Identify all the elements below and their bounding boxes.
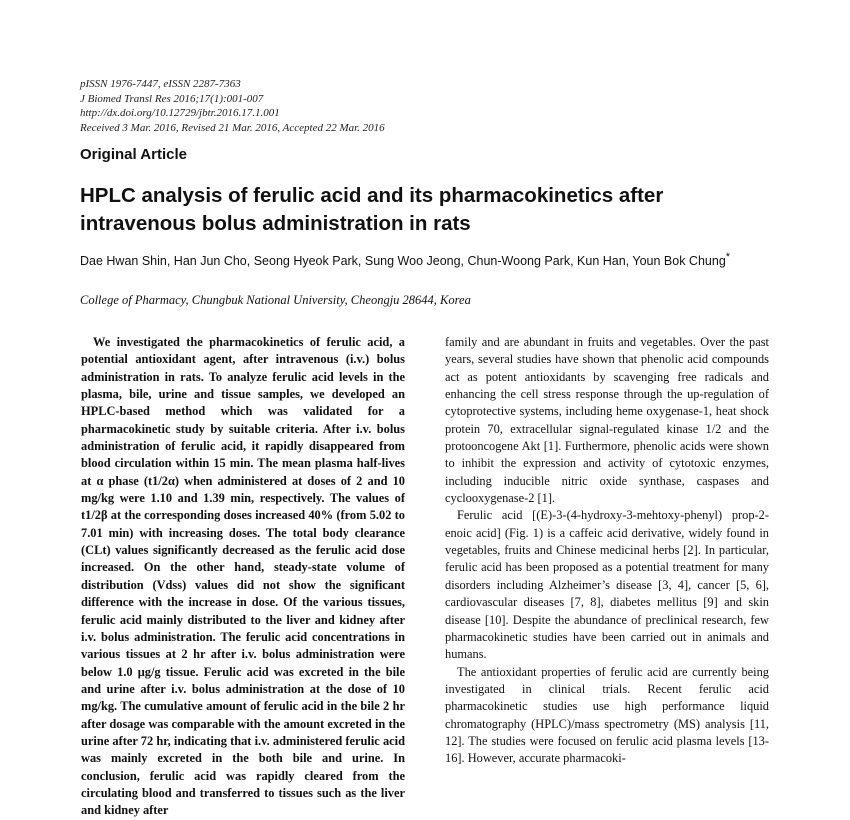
abstract-column bbox=[81, 334, 405, 820]
body-column bbox=[445, 334, 769, 768]
journal-citation: J Biomed Transl Res 2016;17(1):001-007 bbox=[80, 92, 264, 105]
affiliation: College of Pharmacy, Chungbuk National University, Cheongju 28644, Korea bbox=[80, 293, 471, 307]
publication-meta bbox=[80, 77, 385, 135]
doi-link[interactable]: http://dx.doi.org/10.12729/jbtr.2016.17.1.001 bbox=[80, 107, 280, 119]
paper-title: HPLC analysis of ferulic acid and its pharmacokinetics after intravenous bolus administration in rats bbox=[80, 184, 664, 235]
issn-line: pISSN 1976-7447, eISSN 2287-7363 bbox=[80, 78, 241, 90]
article-type: Original Article bbox=[80, 146, 187, 163]
authors-text: Dae Hwan Shin, Han Jun Cho, Seong Hyeok Park, Sung Woo Jeong, Chun-Woong Park, Kun Han, Youn Bok Chung bbox=[80, 254, 726, 268]
received-dates: Received 3 Mar. 2016, Revised 21 Mar. 2016, Accepted 22 Mar. 2016 bbox=[80, 121, 385, 134]
corresponding-author-mark: * bbox=[725, 251, 731, 263]
author-list bbox=[80, 251, 780, 268]
body-paragraph-1: family and are abundant in fruits and vegetables. Over the past years, several studies have shown that phenolic acid compounds act as potent antioxidants by scavenging free radicals and enhancing the cell stress response through the up-regulation of cytoprotective systems, including heme oxygenase-1, heat shock protein 70, extracellular signal-regulated kinase 1/2 and the protooncogene Akt [1]. Furthermore, phenolic acids were shown to inhibit the expression and activity of cytotoxic enzymes, including inducible nitric oxide synthase, caspases and cyclooxygenase-2 [1]. bbox=[445, 335, 769, 506]
body-paragraph-3: The antioxidant properties of ferulic acid are currently being investigated in clinical trials. Recent ferulic acid pharmacokinetic studies use high performance liquid chromatography (HPLC)/mass spectrometry (MS) analysis [11, 12]. The studies were focused on ferulic acid plasma levels [13-16]. However, accurate pharmacoki- bbox=[445, 664, 769, 766]
abstract-text: We investigated the pharmacokinetics of ferulic acid, a potential antioxidant agent, after intravenous (i.v.) bolus administration in rats. To analyze ferulic acid levels in the plasma, bile, urine and tissue samples, we developed an HPLC-based method which was validated for a pharmacokinetic study by suitable criteria. After i.v. bolus administration of ferulic acid, it rapidly disappeared from blood circulation within 15 min. The mean plasma half-lives at α phase (t1/2α) when administered at doses of 2 and 10 mg/kg were 1.10 and 1.39 min, respectively. The values of t1/2β at the corresponding doses increased 40% (from 5.02 to 7.01 min) with increasing doses. The total body clearance (CLt) values significantly decreased as the ferulic acid dose increased. On the other hand, steady-state volume of distribution (Vdss) values did not show the significant difference with the increase in dose. Of the various tissues, ferulic acid mainly distributed to the liver and kidney after i.v. bolus administration. The ferulic acid concentrations in various tissues at 2 hr after i.v. bolus administration were below 1.0 μg/g tissue. Ferulic acid was excreted in the bile and urine after i.v. bolus administration at the dose of 10 mg/kg. The cumulative amount of ferulic acid in the bile 2 hr after dosage was comparable with the amount excreted in the urine after 72 hr, indicating that i.v. administered ferulic acid was mainly excreted in the both bile and urine. In conclusion, ferulic acid was rapidly cleared from the circulating blood and transferred to tissues such as the liver and kidney after bbox=[81, 335, 405, 818]
body-paragraph-2: Ferulic acid [(E)-3-(4-hydroxy-3-mehtoxy-phenyl) prop-2-enoic acid] (Fig. 1) is a caffeic acid derivative, widely found in vegetables, fruits and Chinese medicinal herbs [2]. In particular, ferulic acid has been proposed as a potential treatment for many disorders including Alzheimer’s disease [3, 4], cancer [5, 6], cardiovascular diseases [7, 8], diabetes mellitus [9] and skin disease [10]. Despite the abundance of preclinical research, few pharmacokinetic studies have been carried out in animals and humans. bbox=[445, 508, 769, 662]
